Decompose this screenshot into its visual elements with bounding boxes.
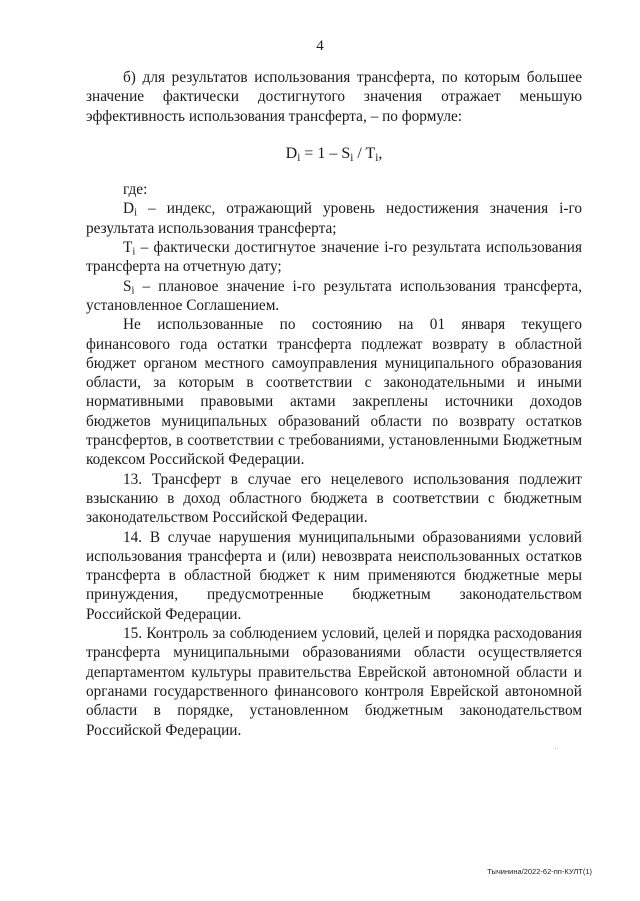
definition-t-text: – фактически достигнутое значение i-го результата использования трансферта на отчетную дату;: [86, 239, 582, 276]
paragraph-13: 13. Трансферт в случае его нецелевого использования подлежит взысканию в доход областного бюджета в соответствии с бюджетным законодательством Российской Федерации.: [86, 470, 582, 527]
formula-sub-3: i: [375, 151, 379, 164]
page-number: 4: [316, 38, 324, 54]
definition-d: [86, 199, 582, 238]
definition-s-sub: i: [131, 284, 135, 297]
formula-d: D: [285, 144, 298, 162]
footer-reference: Тычинина/2022-62-пп-КУЛТ(1): [487, 867, 592, 876]
formula-mid: = 1 – S: [300, 144, 351, 162]
formula: [86, 144, 582, 163]
definition-d-sub: i: [134, 207, 138, 220]
definition-s: [86, 277, 582, 316]
scan-speck: [555, 748, 556, 749]
definition-s-symbol: S: [123, 277, 132, 295]
definition-d-symbol: D: [123, 200, 135, 218]
formula-end: ,: [378, 144, 383, 162]
paragraph-unused-balances: Не использованные по состоянию на 01 января текущего финансового года остатки трансферта подлежат возврату в областной бюджет органом местного самоуправления муниципального образования области, за которым в соответствии с законодательными и иными нормативными правовыми актами закреплены источники доходов бюджетов муниципальных образований области по возврату остатков трансфертов, в соответствии с требованиями, установленными Бюджетным кодексом Российской Федерации.: [86, 316, 582, 469]
definition-t-symbol: T: [123, 239, 133, 257]
definition-t-sub: i: [132, 245, 136, 258]
document-body: [86, 68, 582, 740]
formula-sub-1: i: [297, 151, 301, 164]
definition-t: [86, 238, 582, 277]
paragraph-15: 15. Контроль за соблюдением условий, целей и порядка расходования трансферта муниципальными образованиями области осуществляется департаментом культуры правительства Еврейской автономной области и органами государственного финансового контроля Еврейской автономной области в порядке, установленном бюджетным законодательством Российской Федерации.: [86, 625, 582, 739]
definition-d-text: – индекс, отражающий уровень недостижения значения i-го результата использования трансферта;: [86, 200, 582, 237]
definition-s-text: – плановое значение i-го результата использования трансферта, установленное Соглашением.: [86, 277, 582, 314]
paragraph-14: 14. В случае нарушения муниципальными образованиями условий использования трансферта и (или) невозврата неиспользованных остатков трансферта в областной бюджет к ним применяются бюджетные меры принуждения, предусмотренные бюджетным законодательством Российской Федерации.: [86, 528, 582, 623]
formula-sub-2: i: [350, 151, 354, 164]
paragraph-b: б) для результатов использования трансферта, по которым большее значение фактически достигнутого значения отражает меньшую эффективность использования трансферта, – по формуле:: [86, 69, 582, 125]
where-label: где:: [123, 181, 148, 199]
formula-slash: / T: [353, 144, 376, 162]
